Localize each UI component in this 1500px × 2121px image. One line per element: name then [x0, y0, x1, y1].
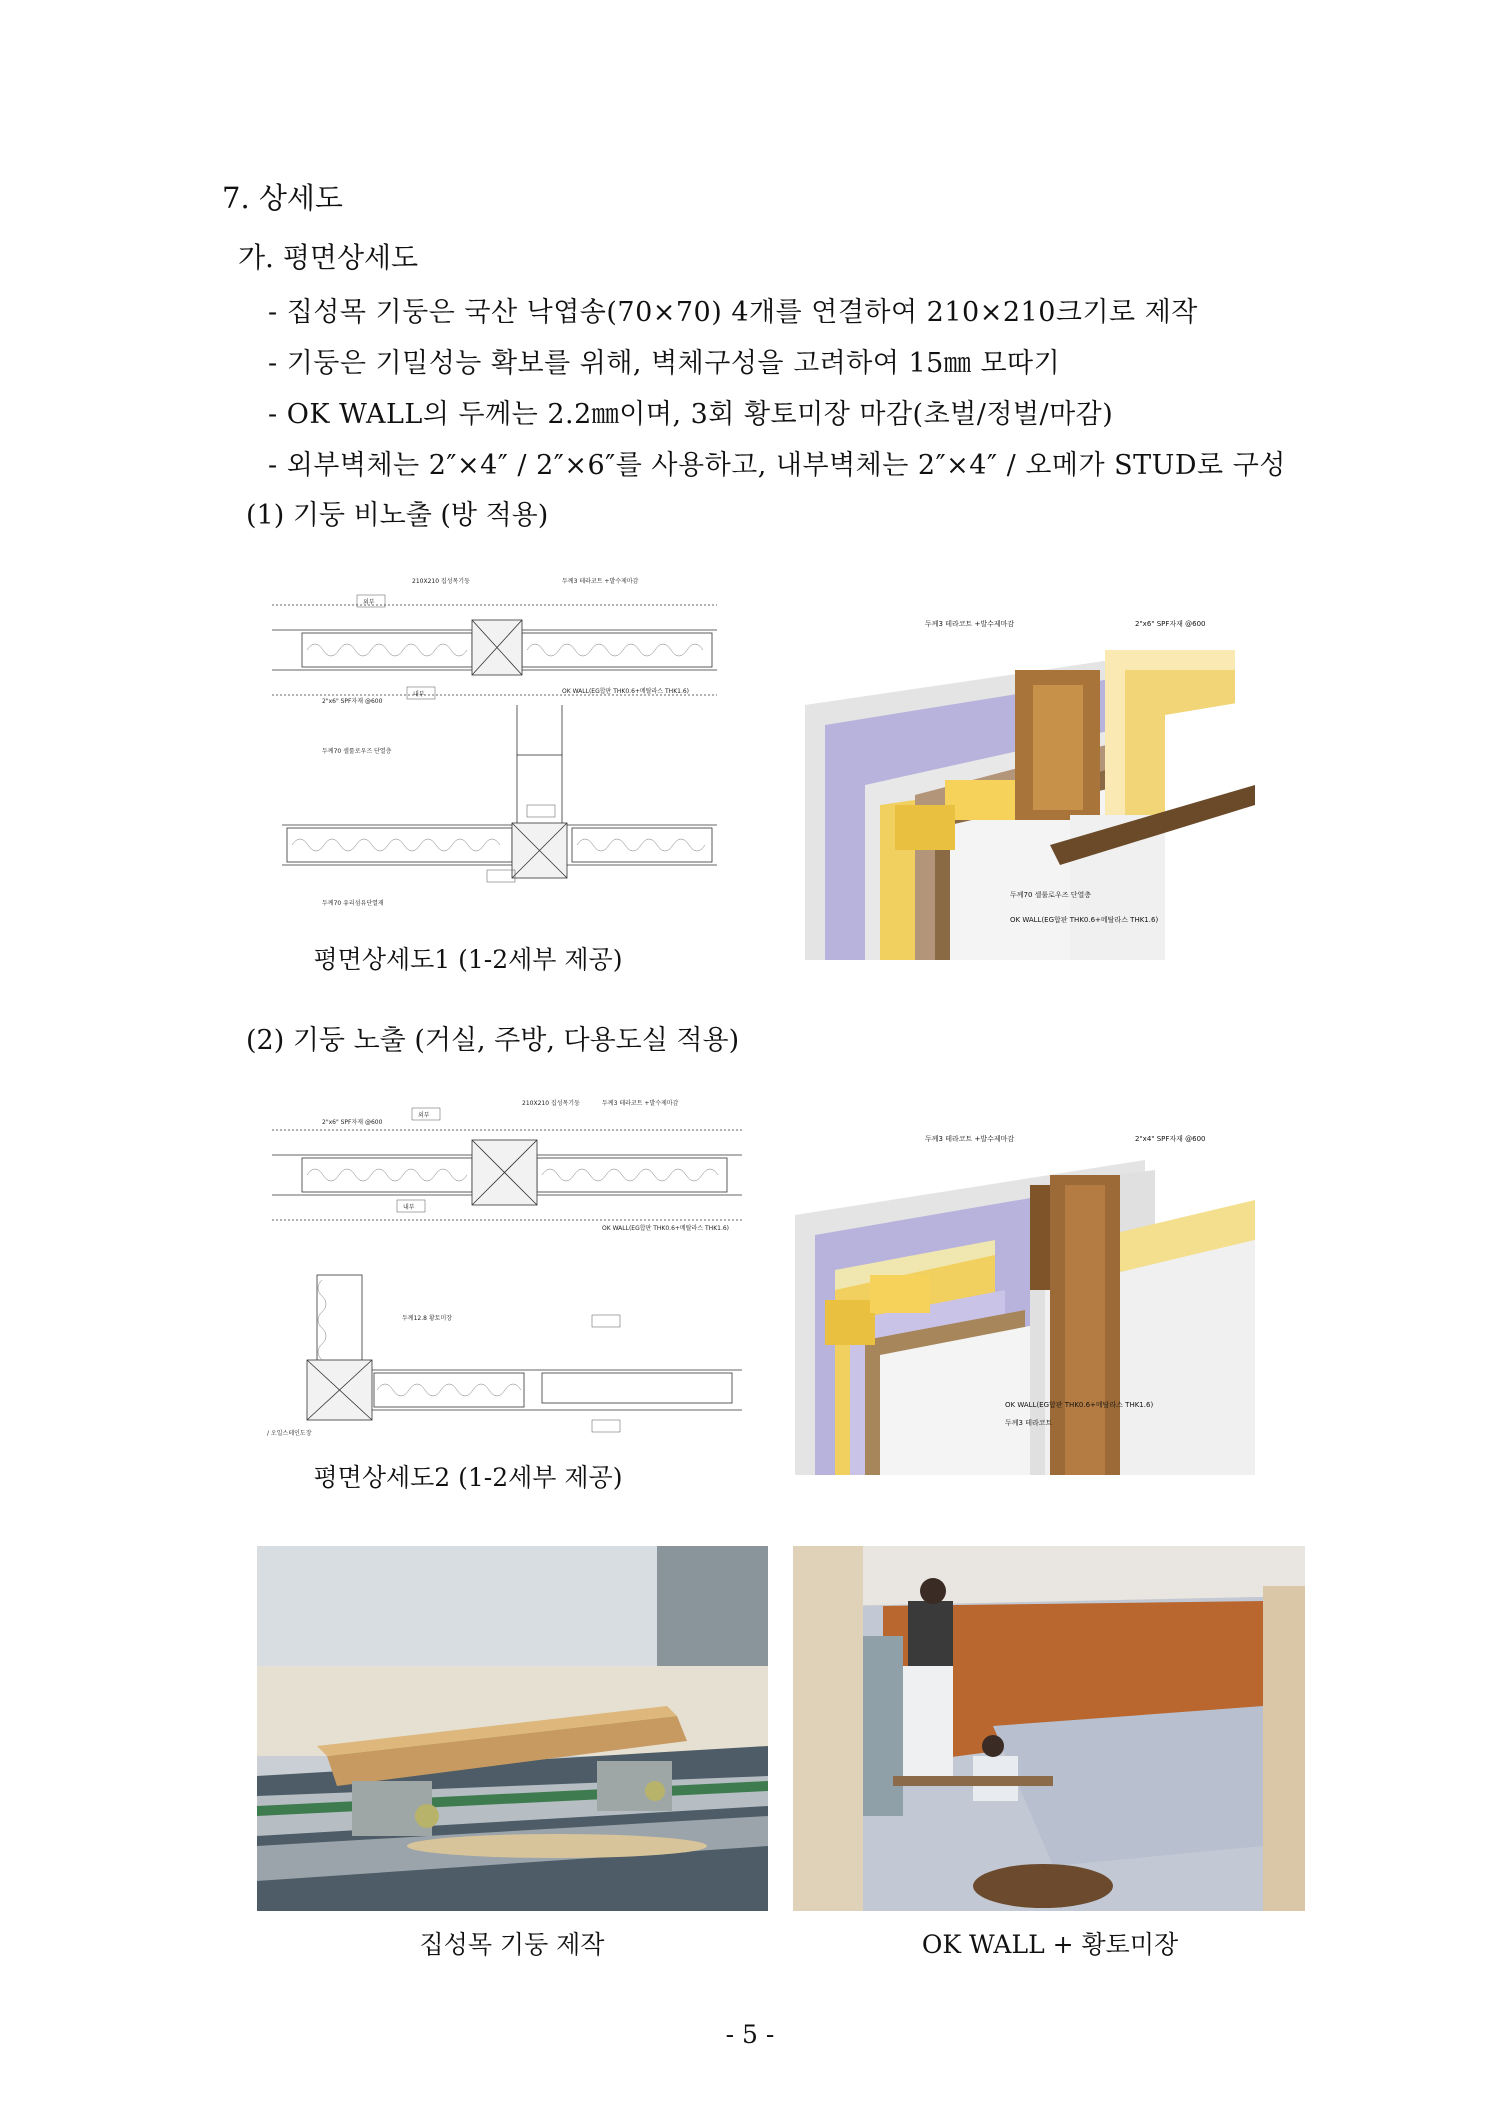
drawing1-inside-label: 내부	[413, 691, 425, 698]
section-title: 7. 상세도	[222, 181, 343, 215]
drawing1-okwall-label: OK WALL(EG합판 THK0.6+메탈라스 THK1.6)	[562, 688, 690, 695]
drawing2-oil-label: / 오일스테인도장	[267, 1430, 312, 1437]
photo-1-caption: 집성목 기둥 제작	[419, 1930, 605, 1959]
drawing2-clay-label: 두께12.8 황토미장	[402, 1315, 453, 1322]
render1-layers-label: 두께3 테라코트 +발수제마감	[925, 620, 1015, 628]
bullet-2: - 기둥은 기밀성능 확보를 위해, 벽체구성을 고려하여 15㎜ 모따기	[268, 348, 1061, 379]
drawing1-layer-label: 두께3 테라코트 +발수제마감	[562, 578, 639, 585]
plan-detail-render-1	[805, 615, 1255, 960]
drawing2-inside-label: 내부	[403, 1204, 415, 1211]
drawing1-glass-label: 두께70 유리섬유단열재	[322, 900, 384, 907]
render2-okwall-label: OK WALL(EG합판 THK0.6+메탈라스 THK1.6)	[1005, 1401, 1154, 1409]
bullet-4: - 외부벽체는 2″×4″ / 2″×6″를 사용하고, 내부벽체는 2″×4″ / 오메가 STUD로 구성	[268, 450, 1286, 481]
drawing2-outside-label: 외부	[418, 1112, 430, 1119]
drawing1-column-label: 210X210 집성목기둥	[412, 578, 470, 585]
drawing1-outside-label: 외부	[363, 599, 375, 606]
drawing1-cell-label: 두께70 셀룰로우즈 단열층	[322, 748, 392, 755]
drawing2-column-label: 210X210 집성목기둥	[522, 1100, 580, 1107]
render2-terra-label: 두께3 테라코트	[1005, 1419, 1053, 1427]
glulam-column-photo	[257, 1546, 768, 1911]
render1-okwall-label: OK WALL(EG합판 THK0.6+메탈라스 THK1.6)	[1010, 916, 1159, 924]
plan-detail-drawing-1	[262, 565, 717, 925]
render1-cell-label: 두께70 셀룰로우즈 단열층	[1010, 891, 1091, 899]
render2-spf-label: 2"x4" SPF자재 @600	[1135, 1135, 1206, 1143]
drawing2-okwall-label: OK WALL(EG합판 THK0.6+메탈라스 THK1.6)	[602, 1225, 730, 1232]
figure-1-caption: 평면상세도1 (1-2세부 제공)	[313, 945, 623, 974]
plan-detail-drawing-2	[262, 1090, 742, 1445]
bullet-3: - OK WALL의 두께는 2.2㎜이며, 3회 황토미장 마감(초벌/정벌/마감)	[268, 399, 1114, 430]
subheading-2: (2) 기둥 노출 (거실, 주방, 다용도실 적용)	[246, 1025, 740, 1056]
plan-detail-render-2	[795, 1130, 1255, 1475]
subheading-1: (1) 기둥 비노출 (방 적용)	[246, 500, 549, 531]
figure-2-caption: 평면상세도2 (1-2세부 제공)	[313, 1463, 623, 1492]
drawing2-spf-label: 2"x6" SPF자재 @600	[322, 1119, 383, 1126]
render2-layers-label: 두께3 테라코트 +발수제마감	[925, 1135, 1015, 1143]
bullet-1: - 집성목 기둥은 국산 낙엽송(70×70) 4개를 연결하여 210×210크기로 제작	[268, 297, 1198, 328]
render1-spf-label: 2"x6" SPF자재 @600	[1135, 620, 1206, 628]
page-number: - 5 -	[725, 2020, 775, 2049]
drawing2-layer-label: 두께3 테라코트 +발수제마감	[602, 1100, 679, 1107]
ok-wall-clay-plaster-photo	[793, 1546, 1305, 1911]
photo-2-caption: OK WALL + 황토미장	[921, 1930, 1179, 1959]
subsection-title: 가. 평면상세도	[238, 241, 419, 274]
drawing1-spf-label: 2"x6" SPF자재 @600	[322, 698, 383, 705]
